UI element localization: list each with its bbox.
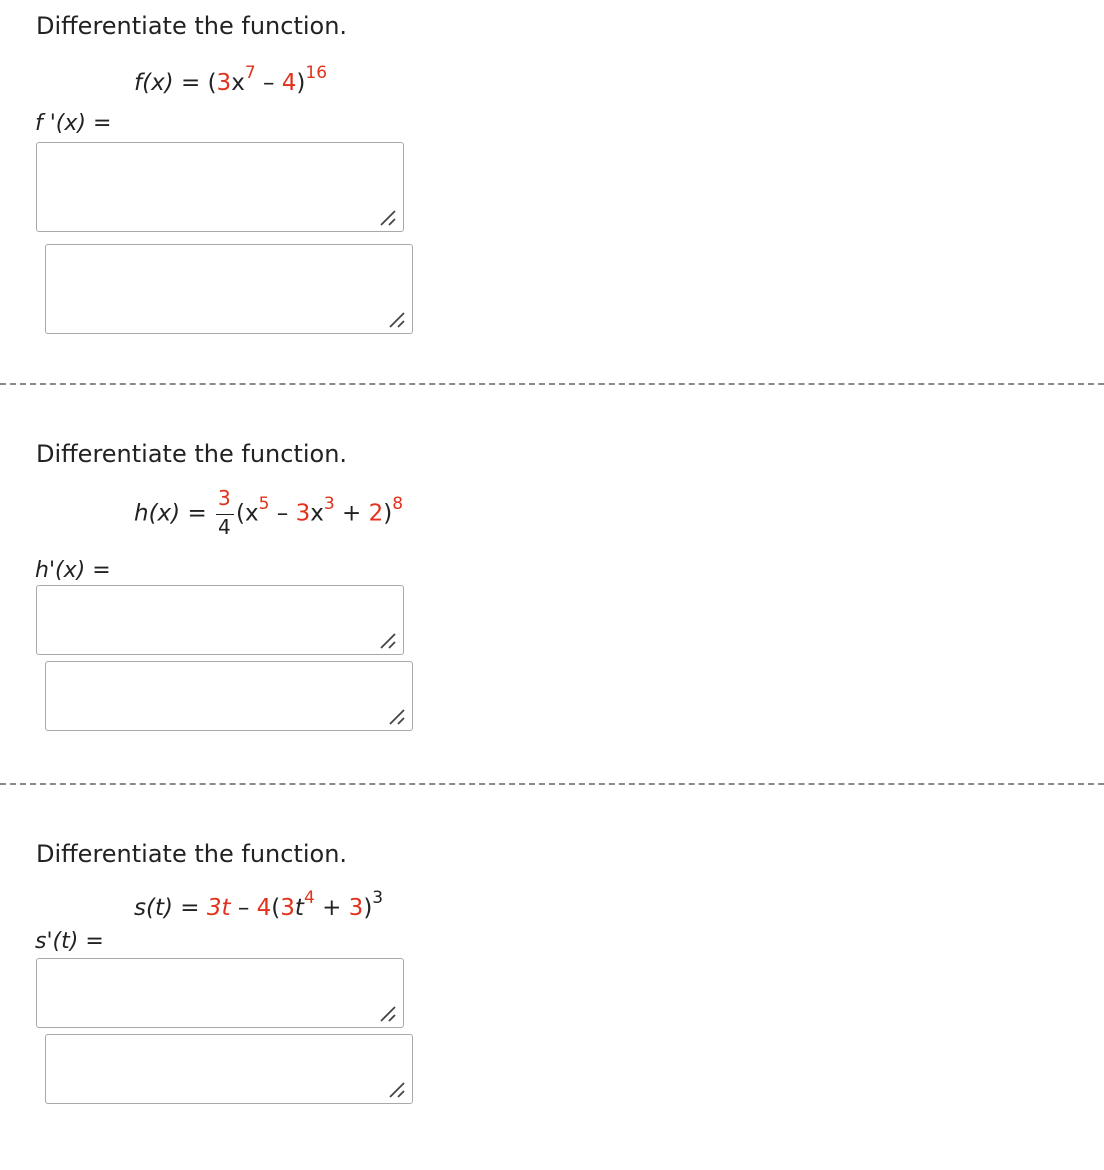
problem-2-derivative-label: h'(x) = bbox=[35, 558, 111, 583]
resize-grip-icon[interactable] bbox=[384, 1075, 408, 1099]
function-label: h(x) bbox=[134, 500, 181, 527]
problem-1-answer-box-1[interactable] bbox=[36, 142, 404, 232]
problem-1-derivative-label: f '(x) = bbox=[35, 111, 112, 136]
problem-3-answer-box-2[interactable] bbox=[45, 1034, 413, 1104]
problem-2-heading: Differentiate the function. bbox=[36, 440, 348, 468]
problem-3-heading: Differentiate the function. bbox=[36, 840, 348, 868]
resize-grip-icon[interactable] bbox=[384, 702, 408, 726]
resize-grip-icon[interactable] bbox=[375, 203, 399, 227]
problem-2-answer-box-1[interactable] bbox=[36, 585, 404, 655]
problem-1-heading: Differentiate the function. bbox=[36, 12, 348, 40]
problem-3-function: $s(t) = 3t - 4(3t^4 + 3)^3$ bbox=[134, 888, 384, 921]
resize-grip-icon[interactable] bbox=[375, 626, 399, 650]
resize-grip-icon[interactable] bbox=[384, 305, 408, 329]
resize-grip-icon[interactable] bbox=[375, 999, 399, 1023]
fraction: $\frac{3}{4}$ bbox=[216, 490, 234, 538]
problem-3-answer-box-1[interactable] bbox=[36, 958, 404, 1028]
function-label: s(t) bbox=[134, 895, 173, 921]
problem-2-answer-box-2[interactable] bbox=[45, 661, 413, 731]
section-divider bbox=[0, 783, 1104, 785]
problem-2-function: h(x) = $\frac{3}{4}$ $(x^5 - 3x^3 + 2)^8$ bbox=[134, 486, 404, 539]
function-label: f(x) bbox=[134, 70, 174, 96]
problem-3-derivative-label: s'(t) = bbox=[35, 929, 104, 954]
problem-1-answer-box-2[interactable] bbox=[45, 244, 413, 334]
problem-1-function: $f(x) = (3x^7 - 4)^{16}$ bbox=[134, 63, 328, 96]
section-divider bbox=[0, 383, 1104, 385]
